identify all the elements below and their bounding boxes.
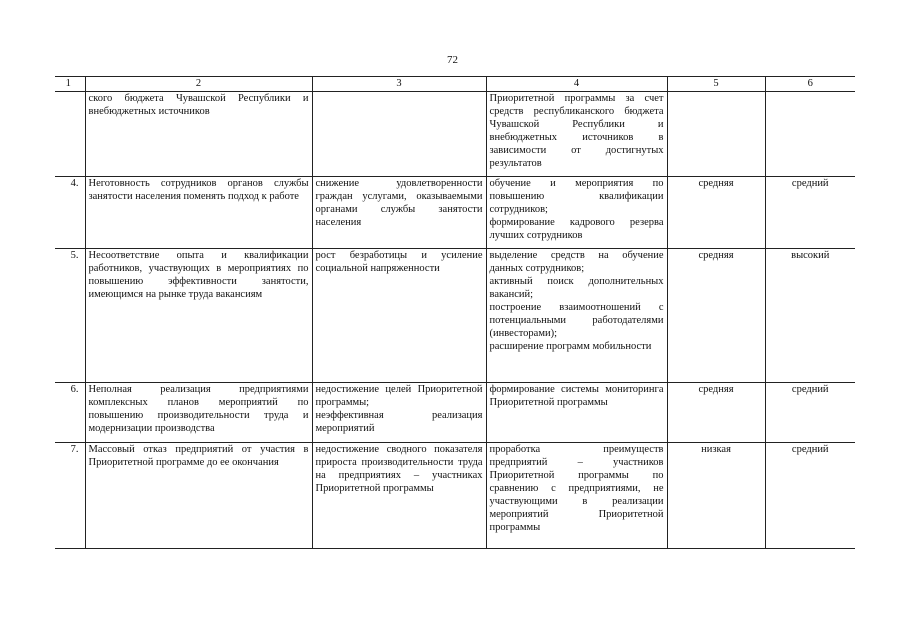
consequence-cell [312,92,486,177]
header-col-1: 1 [55,77,85,92]
measures-cell [486,383,667,443]
measures-cell [486,249,667,383]
measure-line: формирование системы мониторинга Приоритетной программы [489,384,664,408]
table-row [55,249,855,383]
probability-cell: средняя [667,249,765,383]
row-number: 7. [55,443,85,549]
measures-cell [486,92,667,177]
risk-table [55,76,855,549]
consequence-cell [312,383,486,443]
impact-cell: средний [765,383,855,443]
measure-line: формирование кадрового резерва лучших сотрудников [489,217,664,241]
measure-line: построение взаимоотношений с потенциальными работодателями (инвесторами); [489,302,664,339]
risk-cell: Неполная реализация предприятиями комплексных планов мероприятий по повышению производительности труда и модернизации производства [85,383,312,443]
header-col-6: 6 [765,77,855,92]
row-number: 5. [55,249,85,383]
risk-cell: Несоответствие опыта и квалификации работников, участвующих в мероприятиях по повышению эффективности занятости, имеющимся на рынке труда вакансиям [85,249,312,383]
impact-cell: средний [765,177,855,249]
risk-cell: ского бюджета Чувашской Республики и внебюджетных источников [85,92,312,177]
measure-line: обучение и мероприятия по повышению квалификации сотрудников; [489,178,664,215]
consequence-cell: рост безработицы и усиление социальной напряженности [312,249,486,383]
header-col-3: 3 [312,77,486,92]
probability-cell: средняя [667,383,765,443]
table-row [55,92,855,177]
table-row [55,443,855,549]
header-col-5: 5 [667,77,765,92]
consequence-cell: снижение удовлетворенности граждан услугами, оказываемыми органами службы занятости населения [312,177,486,249]
row-number [55,92,85,177]
header-col-4: 4 [486,77,667,92]
header-row [55,77,855,92]
table-row [55,383,855,443]
table-row [55,177,855,249]
measure-line: проработка преимуществ предприятий – участников Приоритетной программы по сравнению с предприятиями, не участвующими в реализации мероприятий Приоритетной программы [489,444,664,533]
consequence-line: недостижение целей Приоритетной программы; [315,384,483,408]
probability-cell [667,92,765,177]
consequence-line: неэффективная реализация мероприятий [315,410,483,434]
probability-cell: средняя [667,177,765,249]
consequence-cell: недостижение сводного показателя прироста производительности труда на предприятиях – участниках Приоритетной программы [312,443,486,549]
risk-cell: Неготовность сотрудников органов службы занятости населения поменять подход к работе [85,177,312,249]
impact-cell: средний [765,443,855,549]
page-number: 72 [447,54,458,66]
measure-line: расширение программ мобильности [489,341,652,352]
row-number: 6. [55,383,85,443]
impact-cell: высокий [765,249,855,383]
measure-line: активный поиск дополнительных вакансий; [489,276,664,300]
measure-line: выделение средств на обучение данных сотрудников; [489,250,664,274]
measure-line: Приоритетной программы за счет средств республиканского бюджета Чувашской Республики и внебюджетных источников в зависимости от достигнутых результатов [489,93,664,169]
risk-cell: Массовый отказ предприятий от участия в Приоритетной программе до ее окончания [85,443,312,549]
measures-cell [486,443,667,549]
impact-cell [765,92,855,177]
row-number: 4. [55,177,85,249]
header-col-2: 2 [85,77,312,92]
measures-cell [486,177,667,249]
probability-cell: низкая [667,443,765,549]
